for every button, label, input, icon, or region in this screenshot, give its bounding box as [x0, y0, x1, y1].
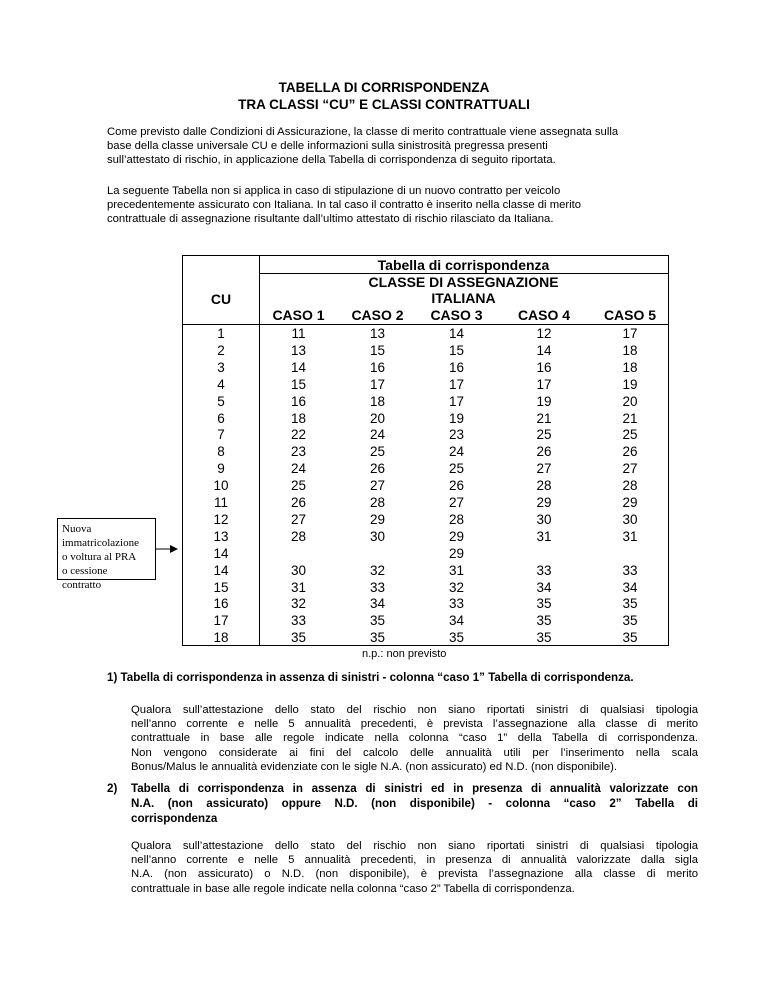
class-cell: 16 [536, 359, 552, 375]
text-line: N.A. (non assicurato) o N.D. (non disponibile), è prevista l’assegnazione alla classe di merito [131, 868, 698, 881]
class-cell: 26 [290, 495, 307, 510]
cu-column-header: CU [210, 291, 232, 307]
table-subtitle: CLASSE DI ASSEGNAZIONE [368, 274, 559, 290]
class-cell: 26 [448, 478, 465, 494]
class-cell: 17 [448, 376, 465, 392]
cu-cell: 16 [213, 596, 229, 612]
class-cell: 23 [448, 427, 465, 443]
cu-cell: 11 [213, 495, 228, 510]
cu-cell: 18 [213, 630, 229, 646]
cu-cell: 1 [217, 326, 225, 341]
class-cell: 18 [369, 393, 386, 409]
class-cell: 35 [622, 613, 638, 629]
text-line: base della classe universale CU e delle informazioni sulla sinistrosità pregressa presenti [107, 140, 548, 152]
class-cell: 17 [622, 326, 638, 341]
class-cell: 15 [448, 342, 465, 358]
class-cell: 33 [369, 579, 386, 595]
class-cell: 34 [536, 579, 552, 595]
table-subtitle-company: ITALIANA [431, 290, 496, 306]
text-line: corrispondenza [131, 812, 218, 825]
text-line: precedentemente assicurato con Italiana. In tal caso il contratto è inserito nella classe di merito [107, 199, 582, 211]
text-line: La seguente Tabella non si applica in caso di stipulazione di un nuovo contratto per veicolo [107, 185, 561, 197]
class-cell: 16 [448, 359, 465, 375]
class-cell: 24 [448, 444, 465, 460]
class-cell: 34 [369, 596, 386, 612]
section2-body [131, 839, 698, 896]
class-cell: 29 [369, 511, 386, 527]
cu-cell: 17 [213, 613, 229, 629]
case-header-4: CASO 4 [517, 307, 571, 323]
class-cell: 14 [536, 342, 552, 358]
class-cell: 25 [290, 478, 307, 494]
text-line: contrattuale in base alle regole indicate nella colonna “caso 2” Tabella di corrispondenza. [131, 882, 575, 895]
text-line: Non vengono considerate ai fini del calcolo delle annualità utili per l’inserimento nella scala [131, 746, 698, 759]
case-header-2: CASO 2 [351, 307, 404, 323]
class-cell: 26 [536, 444, 552, 460]
not-provided-note: n.p.: non previsto [362, 648, 447, 660]
class-cell: 33 [448, 596, 465, 612]
class-cell: 29 [536, 495, 552, 510]
class-cell: 29 [448, 545, 465, 561]
cu-cell: 15 [213, 579, 229, 595]
class-cell: 35 [622, 596, 638, 612]
cu-cell: 14 [213, 562, 229, 578]
class-cell: 30 [290, 562, 307, 578]
class-cell: 21 [536, 410, 552, 426]
cu-cell: 2 [217, 342, 225, 358]
class-cell: 35 [369, 630, 386, 646]
case-header-3: CASO 3 [430, 307, 483, 323]
side-note-line: o voltura al PRA [62, 551, 137, 563]
class-cell: 32 [290, 596, 307, 612]
side-note-box [57, 518, 156, 591]
class-cell: 35 [448, 630, 465, 646]
text-line: contrattuale in base alle regole indicate nella colonna “caso 1” della Tabella di corrispondenza. [131, 732, 698, 745]
class-cell: 25 [448, 461, 465, 477]
class-cell: 28 [622, 478, 638, 494]
cu-cell: 6 [217, 410, 225, 426]
cu-cell: 9 [217, 461, 225, 477]
class-cell: 26 [622, 444, 638, 460]
class-cell: 18 [290, 410, 307, 426]
class-cell: 35 [536, 596, 552, 612]
class-cell: 27 [369, 478, 386, 494]
section2-title [131, 781, 698, 826]
class-cell: 32 [448, 579, 465, 595]
arrow-right-icon [156, 544, 178, 554]
cu-cell: 8 [217, 444, 225, 460]
class-cell: 31 [290, 579, 307, 595]
class-cell: 26 [369, 461, 386, 477]
class-cell: 13 [290, 342, 307, 358]
cu-cell: 5 [217, 393, 225, 409]
class-cell: 20 [622, 393, 638, 409]
class-cell: 14 [290, 359, 307, 375]
class-cell: 25 [369, 444, 386, 460]
class-cell: 25 [536, 427, 552, 443]
class-cell: 15 [369, 342, 386, 358]
class-cell: 18 [622, 359, 638, 375]
cu-cell: 10 [213, 478, 229, 494]
intro-paragraph-1 [107, 125, 697, 167]
class-cell: 17 [369, 376, 386, 392]
side-note-line: o cessione [62, 565, 108, 577]
class-cell: 19 [536, 393, 552, 409]
class-cell: 33 [536, 562, 552, 578]
table-title: Tabella di corrispondenza [377, 257, 550, 273]
class-cell: 19 [448, 410, 465, 426]
class-cell: 16 [369, 359, 386, 375]
class-cell: 24 [290, 461, 307, 477]
document-title-line1: TABELLA DI CORRISPONDENZA [278, 80, 490, 95]
class-cell: 15 [290, 376, 307, 392]
text-line: N.A. (non assicurato) oppure N.D. (non disponibile) - colonna “caso 2” Tabella di [131, 797, 698, 810]
cu-cell: 3 [217, 359, 225, 375]
class-cell: 35 [369, 613, 386, 629]
class-cell: 22 [290, 427, 307, 443]
document-title-line2: TRA CLASSI “CU” E CLASSI CONTRATTUALI [238, 97, 530, 112]
class-cell: 17 [448, 393, 465, 409]
intro-paragraph-2 [107, 184, 697, 226]
class-cell: 13 [369, 326, 386, 341]
cu-cell: 13 [213, 528, 229, 544]
class-cell: 35 [290, 630, 307, 646]
case-header-5: CASO 5 [603, 307, 657, 323]
side-note-line: immatricolazione [62, 537, 139, 549]
section2-number: 2) [107, 782, 118, 795]
side-note-line: contratto [62, 579, 102, 591]
class-cell: 35 [622, 630, 638, 646]
class-cell: 27 [622, 461, 638, 477]
class-cell: 16 [290, 393, 307, 409]
class-cell: 34 [622, 579, 638, 595]
text-line: Tabella di corrispondenza in assenza di sinistri ed in presenza di annualità valorizzate con [131, 782, 698, 795]
class-cell: 31 [536, 528, 552, 544]
class-cell: 27 [290, 511, 307, 527]
class-cell: 20 [369, 410, 386, 426]
class-cell: 30 [369, 528, 386, 544]
text-line: contrattuale di assegnazione risultante dall’ultimo attestato di rischio rilasciato da Italiana. [107, 213, 554, 225]
class-cell: 28 [448, 511, 465, 527]
cu-cell: 12 [213, 511, 229, 527]
cu-cell: 14 [213, 545, 229, 561]
class-cell: 30 [536, 511, 552, 527]
class-cell: 27 [448, 495, 465, 510]
text-line: nell’anno corrente e nelle 5 annualità precedenti, è prevista l’assegnazione alla classe di merito [131, 718, 698, 731]
class-cell: 11 [291, 326, 306, 341]
class-cell: 30 [622, 511, 638, 527]
class-cell: 34 [448, 613, 465, 629]
class-cell: 21 [622, 410, 638, 426]
cu-cell: 4 [217, 376, 225, 392]
text-line: Bonus/Malus le annualità evidenziate con le sigle N.A. (non assicurato) ed N.D. (non disponibile). [131, 760, 618, 773]
class-cell: 14 [448, 326, 465, 341]
class-cell: 29 [448, 528, 465, 544]
text-line: Qualora sull’attestazione dello stato del rischio non siano riportati sinistri di qualsiasi tipologia [131, 840, 698, 852]
text-line: Come previsto dalle Condizioni di Assicurazione, la classe di merito contrattuale viene assegnata sulla [107, 126, 619, 138]
text-line: Qualora sull’attestazione dello stato del rischio non siano riportati sinistri di qualsiasi tipologia [131, 704, 698, 716]
class-cell: 17 [536, 376, 552, 392]
text-line: sull’attestato di rischio, in applicazione della Tabella di corrispondenza di seguito riportata. [107, 154, 556, 166]
class-cell: 12 [536, 326, 552, 341]
text-line: nell’anno corrente e nelle 5 annualità precedenti, in presenza di annualità valorizzate dalla sigla [131, 854, 698, 867]
class-cell: 18 [622, 342, 638, 358]
class-cell: 31 [448, 562, 465, 578]
class-cell: 33 [622, 562, 638, 578]
class-cell: 28 [369, 495, 386, 510]
class-cell: 31 [622, 528, 638, 544]
class-cell: 35 [536, 630, 552, 646]
class-cell: 28 [536, 478, 552, 494]
class-cell: 33 [290, 613, 307, 629]
class-cell: 25 [622, 427, 638, 443]
class-cell: 29 [622, 495, 638, 510]
side-note-line: Nuova [62, 523, 92, 535]
class-cell: 19 [622, 376, 638, 392]
class-cell: 28 [290, 528, 307, 544]
section1-body [131, 703, 698, 774]
section1-title: 1) Tabella di corrispondenza in assenza di sinistri - colonna “caso 1” Tabella di corrispondenza. [107, 671, 634, 684]
class-cell: 27 [536, 461, 552, 477]
class-cell: 23 [290, 444, 307, 460]
class-cell: 35 [536, 613, 552, 629]
class-cell: 24 [369, 427, 386, 443]
cu-cell: 7 [217, 427, 225, 443]
class-cell: 32 [369, 562, 386, 578]
case-header-1: CASO 1 [272, 307, 325, 323]
correspondence-table [182, 255, 669, 646]
